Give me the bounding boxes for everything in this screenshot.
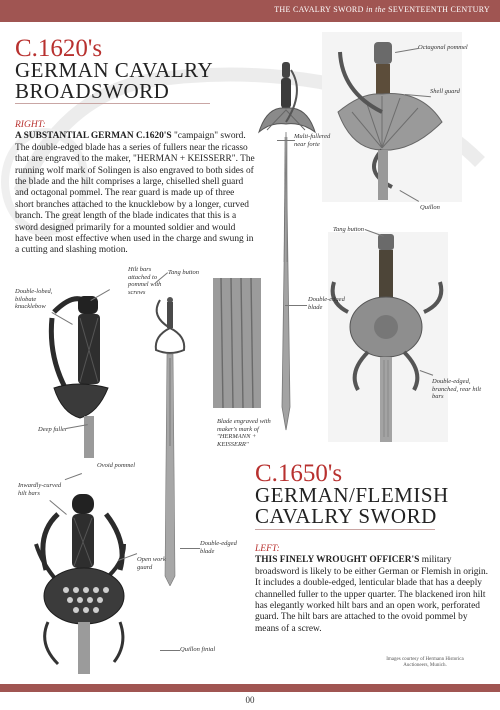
- section1-year: C.1620's: [15, 35, 103, 62]
- rear-guard-detail-image: [328, 232, 448, 442]
- section2-lead-bold: THIS FINELY WROUGHT OFFICER'S: [255, 555, 420, 566]
- section2-body-text: military broadsword is likely to be either German or Flemish in origin. It includes a double-edged, lenticular blade that has a deeply channelled fuller to the upper quarter. The blackened iron hilt has elegantly worked hilt bars and an open work, perforated guard. The hilt bars are attached to the ovoid pommel by means of a screw.: [255, 555, 489, 634]
- section1-lead-label: RIGHT:: [15, 120, 46, 130]
- image-credit: [360, 657, 490, 669]
- caption-shell-guard: Shell guard: [430, 88, 460, 95]
- running-head-italic: in the: [365, 5, 386, 14]
- caption-quillon-finial: Quillon finial: [180, 646, 216, 653]
- leader-line: [180, 548, 200, 549]
- footer-bar: [0, 684, 500, 692]
- caption-multi-fullered: Multi-fullered near forte: [294, 133, 331, 148]
- caption-tang-button-right: Tang button: [333, 226, 365, 233]
- caption-blade-engraved: Blade engraved with maker's mark of "HERMANN + KEISSERR": [217, 418, 271, 448]
- caption-quillon: Quillon: [420, 204, 440, 211]
- blade-engraving-detail-image: [213, 278, 261, 408]
- open-work-hilt-image: [28, 494, 128, 674]
- leader-line: [65, 473, 82, 480]
- image-credit-line1: Images courtesy of Hermann Historica: [386, 657, 464, 662]
- heading-rule: [255, 529, 435, 530]
- caption-double-lobed: Double-lobed, bilobate knucklebow: [15, 288, 53, 310]
- section2-year: C.1650's: [255, 460, 343, 487]
- section2-lead-label: LEFT:: [255, 544, 280, 554]
- heading-rule: [15, 103, 210, 104]
- section2-title-line1: GERMAN/FLEMISH: [255, 483, 449, 507]
- caption-tang-button-left: Tang button: [168, 269, 200, 276]
- caption-rear-hilt-bars: Double-edged, branched, rear hilt bars: [432, 378, 482, 400]
- section2-body: [255, 544, 490, 635]
- leader-line: [160, 650, 180, 651]
- running-head-part2: SEVENTEENTH CENTURY: [388, 5, 490, 14]
- section1-body-text: "campaign" sword. The double-edged blade has a series of fullers near the ricasso that are engraved to the maker, "HERMAN + KEISSERR". The running wolf mark of Solingen is also engraved to both sides of the blade and the hilt comprises a large, chiselled shell guard and octagonal pommel. The rear guard is made up of three short branches attached to the knucklebow by a longer, curved branch. The great length of the blade indicates that this is a sword designed primarily for a mounted soldier and would have been most effective when used in the charge and swung in a cutting and slashing motion.: [15, 131, 255, 256]
- caption-double-edged-blade-right: Double-edged blade: [308, 296, 345, 311]
- page-number: 00: [245, 695, 255, 705]
- caption-ovoid-pommel: Ovoid pommel: [97, 462, 136, 469]
- image-credit-line2: Auctioneers, Munich.: [403, 663, 447, 668]
- section1-lead-bold: A SUBSTANTIAL GERMAN C.1620'S: [15, 131, 172, 142]
- shell-guard-detail-image: [322, 32, 462, 202]
- running-head: [274, 5, 490, 14]
- leader-line: [277, 140, 295, 141]
- section1-body: [15, 120, 255, 257]
- section1-title-line1: GERMAN CAVALRY: [15, 58, 214, 82]
- running-head-part1: THE CAVALRY SWORD: [274, 5, 364, 14]
- caption-double-edged-blade-left: Double-edged blade: [200, 540, 237, 555]
- caption-open-work-guard: Open work guard: [137, 556, 166, 571]
- section2-title-line2: CAVALRY SWORD: [255, 504, 437, 528]
- full-length-sword-image: [148, 296, 188, 586]
- section1-title-line2: BROADSWORD: [15, 79, 170, 103]
- caption-hilt-bars-screws: Hilt bars attached to pommel with screws: [128, 266, 162, 296]
- caption-deep-fuller: Deep fuller: [38, 426, 68, 433]
- caption-octagonal-pommel: Octagonal pommel: [418, 44, 468, 51]
- caption-inwardly-curved: Inwardly-curved hilt bars: [18, 482, 62, 497]
- leader-line: [285, 305, 307, 306]
- running-head-bar: [0, 0, 500, 22]
